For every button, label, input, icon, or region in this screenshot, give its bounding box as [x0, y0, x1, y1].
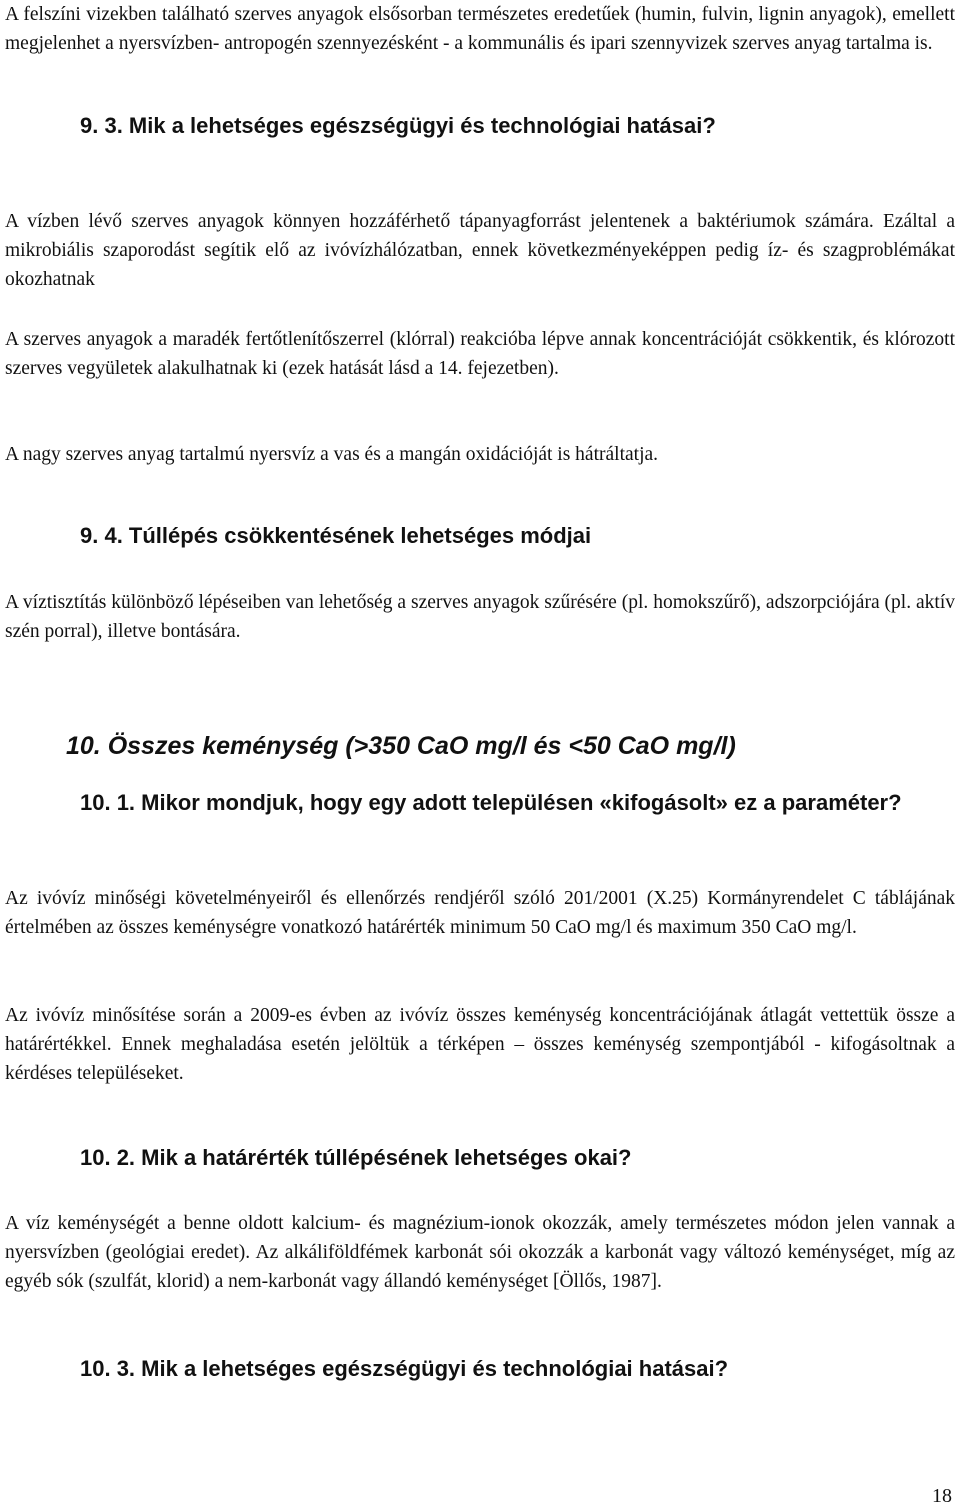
heading-10: 10. Összes keménység (>350 CaO mg/l és <50 CaO mg/l) — [66, 732, 736, 760]
paragraph-bacteria-nutrients: A vízben lévő szerves anyagok könnyen hozzáférhető tápanyagforrást jelentenek a baktériumok számára. Ezáltal a mikrobiális szaporodást segítik elő az ivóvízhálózatban, ennek következményeképpen pedig íz- és szagproblémákat okozhatnak — [5, 211, 955, 290]
heading-9-3: 9. 3. Mik a lehetséges egészségügyi és technológiai hatásai? — [80, 113, 716, 138]
paragraph-regulation: Az ivóvíz minőségi követelményeiről és ellenőrzés rendjéről szóló 201/2001 (X.25) Kormányrendelet C táblájának értelmében az összes keménységre vonatkozó határérték minimum 50 CaO mg/l és maximum 350 CaO mg/l. — [5, 888, 955, 938]
heading-9-4: 9. 4. Túllépés csökkentésének lehetséges módjai — [80, 523, 592, 548]
paragraph-iron-manganese: A nagy szerves anyag tartalmú nyersvíz a vas és a mangán oxidációját is hátráltatja. — [5, 444, 659, 465]
paragraph-chlorine-reaction: A szerves anyagok a maradék fertőtlenítőszerrel (klórral) reakcióba lépve annak koncentrációját csökkentik, és klórozott szerves vegyületek alakulhatnak ki (ezek hatását lásd a 14. fejezetben). — [5, 329, 955, 379]
heading-10-3: 10. 3. Mik a lehetséges egészségügyi és technológiai hatásai? — [80, 1356, 729, 1381]
page-number: 18 — [932, 1485, 952, 1507]
heading-10-1: 10. 1. Mikor mondjuk, hogy egy adott településen «kifogásolt» ez a paraméter? — [80, 790, 902, 815]
paragraph-treatment-options: A víztisztítás különböző lépéseiben van lehetőség a szerves anyagok szűrésére (pl. homokszűrő), adszorpciójára (pl. aktív szén porral), illetve bontására. — [5, 592, 955, 642]
paragraph-evaluation-2009: Az ivóvíz minősítése során a 2009-es évben az ivóvíz összes keménység koncentrációjának átlagát vettettük össze a határértékkel. Ennek meghaladása esetén jelöltük a térképen – összes keménység szempontjából - kifogásoltnak a kérdéses településeket. — [5, 1005, 955, 1084]
heading-10-2: 10. 2. Mik a határérték túllépésének lehetséges okai? — [80, 1145, 632, 1170]
paragraph-hardness-causes: A víz keménységét a benne oldott kalcium- és magnézium-ionok okozzák, amely természetes módon jelen vannak a nyersvízben (geológiai eredet). Az alkáliföldfémek karbonát sói okozzák a karbonát vagy változó keménységet, míg az egyéb sók (szulfát, klorid) a nem-karbonát vagy állandó keménységet [Öllős, 1987]. — [5, 1213, 955, 1292]
paragraph-organic-sources: A felszíni vizekben található szerves anyagok elsősorban természetes eredetűek (humin, fulvin, lignin anyagok), emellett megjelenhet a nyersvízben- antropogén szennyezésként - a kommunális és ipari szennyvizek szerves anyag tartalma is. — [5, 4, 955, 54]
